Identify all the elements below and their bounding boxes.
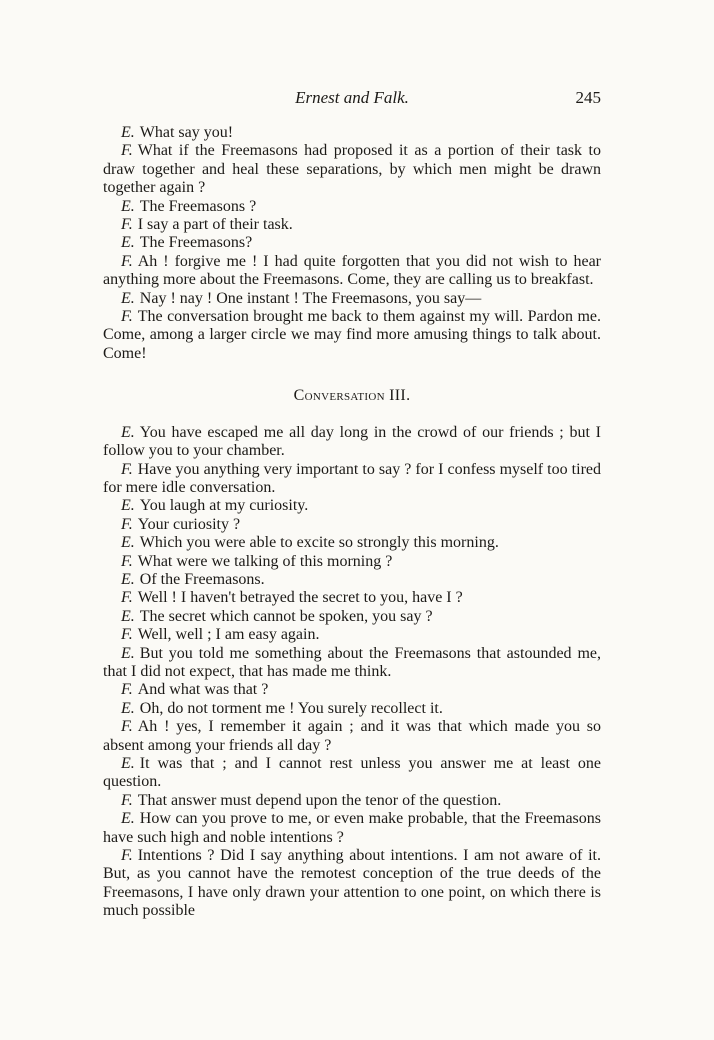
dialogue-text: It was that ; and I cannot rest unless you answer me at least one question.	[103, 755, 601, 791]
speaker-label: E.	[121, 570, 135, 588]
dialogue-text: You laugh at my curiosity.	[139, 497, 309, 515]
dialogue-line	[103, 534, 601, 552]
speaker-label: F.	[121, 847, 133, 865]
dialogue-text: Have you anything very important to say ? for I confess myself too tired for mere idle conversation.	[103, 460, 601, 496]
dialogue-line	[103, 718, 601, 755]
running-title: Ernest and Falk.	[295, 88, 409, 107]
dialogue-line	[103, 516, 601, 534]
dialogue-line	[103, 198, 601, 216]
dialogue-text: Well, well ; I am easy again.	[137, 626, 320, 644]
speaker-label: E.	[121, 497, 135, 515]
speaker-label: F.	[121, 308, 133, 326]
dialogue-before	[103, 124, 601, 363]
dialogue-text: You have escaped me all day long in the crowd of our friends ; but I follow you to your chamber.	[103, 423, 601, 460]
dialogue-text: How can you prove to me, or even make probable, that the Freemasons have such high and noble intentions ?	[103, 810, 601, 846]
dialogue-text: The Freemasons?	[139, 234, 253, 252]
speaker-label: E.	[121, 124, 135, 141]
dialogue-text: The Freemasons ?	[139, 197, 257, 215]
page-body	[103, 124, 601, 921]
dialogue-line	[103, 681, 601, 699]
dialogue-line	[103, 571, 601, 589]
dialogue-line	[103, 290, 601, 308]
dialogue-text: The secret which cannot be spoken, you say ?	[139, 607, 433, 625]
dialogue-text: Intentions ? Did I say anything about intentions. I am not aware of it. But, as you cannot have the remotest conception of the true deeds of the Freemasons, I have only drawn your attention to one point, on which there is much possible	[103, 847, 601, 920]
dialogue-text: Well ! I haven't betrayed the secret to you, have I ?	[137, 589, 463, 607]
dialogue-text: Your curiosity ?	[137, 515, 241, 533]
dialogue-line	[103, 608, 601, 626]
speaker-label: F.	[121, 681, 133, 699]
dialogue-line	[103, 847, 601, 921]
dialogue-text: Ah ! forgive me ! I had quite forgotten that you did not wish to hear anything more about the Freemasons. Come, they are calling us to breakfast.	[103, 252, 601, 289]
speaker-label: E.	[121, 289, 135, 307]
dialogue-line	[103, 810, 601, 847]
dialogue-text: But you told me something about the Freemasons that astounded me, that I did not expect, that has made me think.	[103, 644, 601, 680]
dialogue-line	[103, 700, 601, 718]
dialogue-text: Which you were able to excite so strongly this morning.	[139, 534, 499, 552]
section-heading: Conversation III.	[293, 387, 411, 405]
dialogue-text: Ah ! yes, I remember it again ; and it was that which made you so absent among your friends all day ?	[103, 718, 601, 754]
dialogue-line	[103, 253, 601, 290]
dialogue-line	[103, 124, 601, 142]
dialogue-text: I say a part of their task.	[137, 216, 293, 234]
dialogue-text: Of the Freemasons.	[139, 570, 265, 588]
speaker-label: E.	[121, 607, 135, 625]
dialogue-line	[103, 308, 601, 363]
speaker-label: F.	[121, 791, 133, 809]
dialogue-text: What say you!	[139, 124, 234, 141]
page-header	[103, 88, 601, 112]
dialogue-line	[103, 553, 601, 571]
dialogue-text: What were we talking of this morning ?	[137, 552, 393, 570]
page-number: 245	[575, 88, 601, 107]
speaker-label: E.	[121, 644, 135, 662]
dialogue-line	[103, 792, 601, 810]
speaker-label: E.	[121, 234, 135, 252]
speaker-label: F.	[121, 252, 133, 270]
dialogue-text: And what was that ?	[137, 681, 269, 699]
speaker-label: E.	[121, 423, 135, 441]
dialogue-text: Nay ! nay ! One instant ! The Freemasons, you say—	[139, 289, 482, 307]
dialogue-text: That answer must depend upon the tenor of the question.	[137, 791, 502, 809]
dialogue-text: What if the Freemasons had proposed it as a portion of their task to draw together and heal these separations, by which men might be drawn together again ?	[103, 142, 601, 197]
dialogue-line	[103, 626, 601, 644]
speaker-label: F.	[121, 718, 133, 736]
dialogue-line	[103, 461, 601, 498]
dialogue-text: Oh, do not torment me ! You surely recollect it.	[139, 699, 443, 717]
speaker-label: F.	[121, 589, 133, 607]
dialogue-line	[103, 755, 601, 792]
dialogue-line	[103, 424, 601, 461]
speaker-label: E.	[121, 197, 135, 215]
speaker-label: F.	[121, 626, 133, 644]
speaker-label: F.	[121, 515, 133, 533]
dialogue-line	[103, 589, 601, 607]
dialogue-line	[103, 142, 601, 197]
speaker-label: E.	[121, 699, 135, 717]
speaker-label: E.	[121, 810, 135, 828]
dialogue-text: The conversation brought me back to them against my will. Pardon me. Come, among a larger circle we may find more amusing things to talk about. Come!	[103, 308, 601, 362]
dialogue-after	[103, 424, 601, 921]
dialogue-line	[103, 497, 601, 515]
dialogue-line	[103, 234, 601, 252]
speaker-label: F.	[121, 460, 133, 478]
speaker-label: E.	[121, 755, 135, 772]
speaker-label: F.	[121, 552, 133, 570]
dialogue-line	[103, 645, 601, 682]
speaker-label: F.	[121, 216, 133, 234]
dialogue-line	[103, 216, 601, 234]
speaker-label: E.	[121, 534, 135, 552]
speaker-label: F.	[121, 142, 133, 160]
